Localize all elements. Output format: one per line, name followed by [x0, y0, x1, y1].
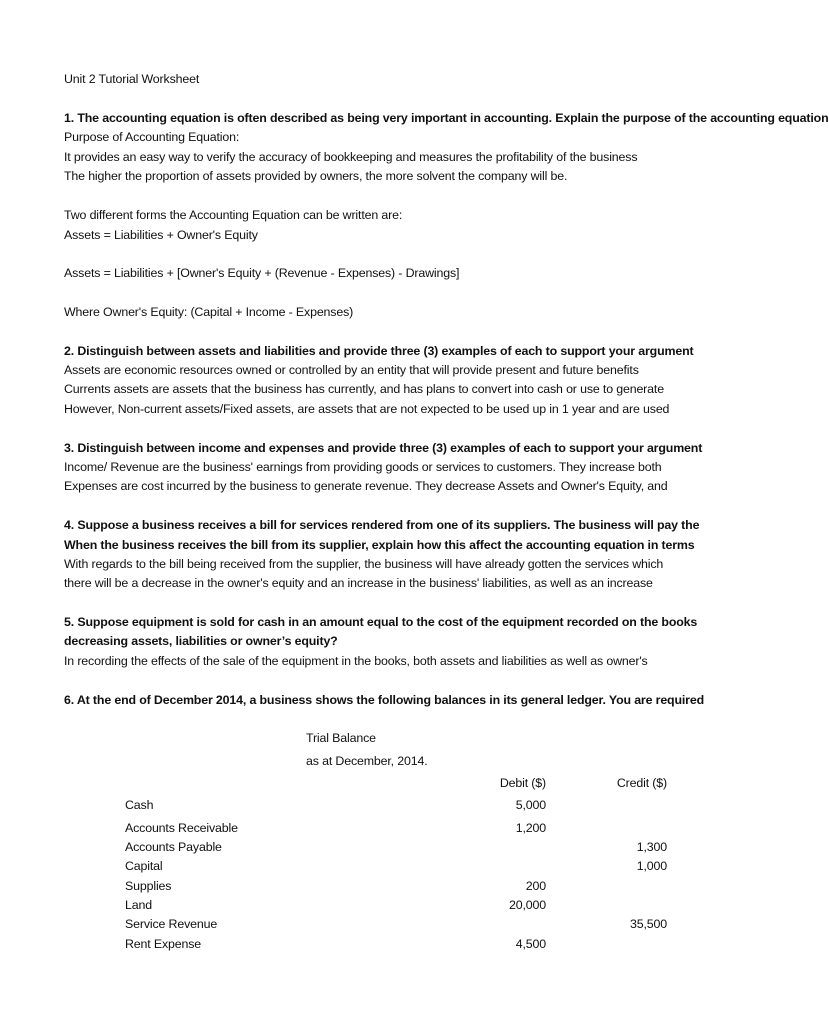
question-4-line: 4. Suppose a business receives a bill for services rendered from one of its suppliers. The business will pay the — [64, 518, 700, 532]
tb-credit: 1,000 — [636, 859, 667, 873]
tb-account: Cash — [125, 798, 154, 812]
answer-3-line: Expenses are cost incurred by the business to generate revenue. They decrease Assets and Owner's Equity, and — [64, 479, 668, 493]
question-5-line: 5. Suppose equipment is sold for cash in an amount equal to the cost of the equipment recorded on the books — [64, 615, 698, 629]
question-5-line: decreasing assets, liabilities or owner’s equity? — [64, 634, 338, 648]
tb-debit: 5,000 — [515, 798, 546, 812]
tb-account: Supplies — [125, 879, 172, 893]
answer-2-line: However, Non-current assets/Fixed assets, are assets that are not expected to be used up in 1 year and are used — [64, 402, 670, 416]
question-1: 1. The accounting equation is often described as being very important in accounting. Explain the purpose of the accounting equation — [64, 111, 829, 125]
question-2: 2. Distinguish between assets and liabilities and provide three (3) examples of each to support your argument — [64, 344, 694, 358]
trial-balance-title: Trial Balance — [306, 731, 376, 745]
tb-account: Service Revenue — [125, 917, 218, 931]
answer-2-line: Assets are economic resources owned or controlled by an entity that will provide present and future benefits — [64, 363, 639, 377]
tb-debit: 1,200 — [515, 821, 546, 835]
question-3: 3. Distinguish between income and expenses and provide three (3) examples of each to support your argument — [64, 441, 703, 455]
equation-form-2: Assets = Liabilities + [Owner's Equity + (Revenue - Expenses) - Drawings] — [64, 266, 460, 280]
tb-account: Accounts Payable — [125, 840, 222, 854]
answer-3-line: Income/ Revenue are the business' earnings from providing goods or services to customers. They increase both — [64, 460, 662, 474]
answer-5-line: In recording the effects of the sale of the equipment in the books, both assets and liabilities as well as owner's — [64, 654, 648, 668]
answer-1-line: The higher the proportion of assets provided by owners, the more solvent the company will be. — [64, 169, 568, 183]
equation-form-1: Assets = Liabilities + Owner's Equity — [64, 228, 258, 242]
question-4-line: When the business receives the bill from its supplier, explain how this affect the accounting equation in terms — [64, 538, 695, 552]
answer-4-line: With regards to the bill being received from the supplier, the business will have already gotten the services which — [64, 557, 664, 571]
answer-1-line: Purpose of Accounting Equation: — [64, 130, 240, 144]
page-title: Unit 2 Tutorial Worksheet — [64, 72, 200, 86]
tb-account: Land — [125, 898, 152, 912]
tb-credit: 35,500 — [630, 917, 667, 931]
tb-account: Rent Expense — [125, 937, 202, 951]
credit-header: Credit ($) — [616, 776, 667, 790]
tb-debit: 4,500 — [515, 937, 546, 951]
answer-4-line: there will be a decrease in the owner's equity and an increase in the business' liabilities, as well as an increase — [64, 576, 653, 590]
forms-intro: Two different forms the Accounting Equation can be written are: — [64, 208, 403, 222]
answer-2-line: Currents assets are assets that the business has currently, and has plans to convert into cash or use to generate — [64, 382, 664, 396]
trial-balance-subtitle: as at December, 2014. — [306, 754, 428, 768]
owners-equity-definition: Where Owner's Equity: (Capital + Income - Expenses) — [64, 305, 354, 319]
answer-1-line: It provides an easy way to verify the accuracy of bookkeeping and measures the profitability of the business — [64, 150, 638, 164]
tb-credit: 1,300 — [636, 840, 667, 854]
tb-account: Capital — [125, 859, 163, 873]
tb-debit: 20,000 — [509, 898, 546, 912]
tb-account: Accounts Receivable — [125, 821, 238, 835]
question-6: 6. At the end of December 2014, a business shows the following balances in its general ledger. You are required — [64, 693, 705, 707]
tb-debit: 200 — [525, 879, 546, 893]
debit-header: Debit ($) — [499, 776, 546, 790]
